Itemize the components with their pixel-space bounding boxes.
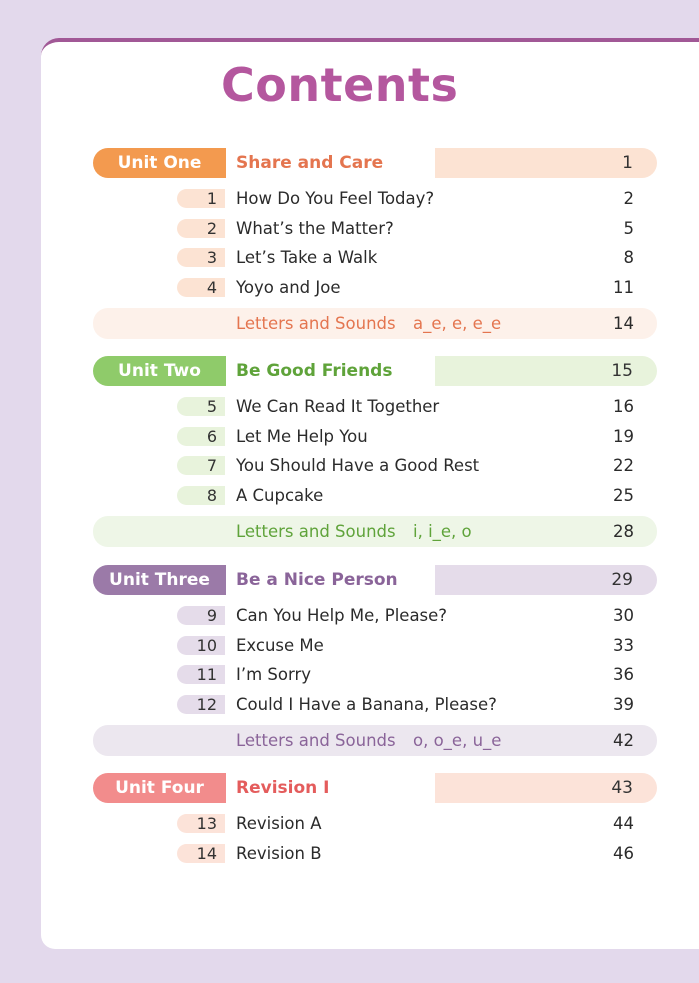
lesson-list [0,392,699,510]
lesson-page-number: 8 [623,248,634,267]
lesson-row[interactable] [0,451,699,481]
lesson-number: 9 [177,606,225,625]
letters-and-sounds-sounds: i, i_e, o [413,522,472,541]
unit-label: Unit Two [93,356,226,386]
lesson-page-number: 33 [613,635,634,655]
lesson-title: I’m Sorry [236,665,312,684]
unit-header[interactable] [0,773,699,803]
lesson-title: What’s the Matter? [236,218,394,238]
lesson-title: Let Me Help You [236,426,368,446]
lesson-row[interactable] [0,809,699,839]
unit-header[interactable] [0,148,699,178]
lesson-page-number: 5 [623,218,634,238]
lesson-title: Excuse Me [236,635,324,655]
unit-section [0,148,699,339]
lesson-row[interactable] [0,601,699,631]
lesson-row[interactable] [0,631,699,661]
lesson-page-number: 2 [623,189,634,208]
lesson-page-number: 11 [613,277,634,297]
unit-header[interactable] [0,356,699,386]
lesson-page-number: 16 [613,397,634,416]
lesson-row[interactable] [0,422,699,452]
lesson-row[interactable] [0,243,699,273]
unit-title: Be a Nice Person [236,570,398,590]
unit-page-box [435,565,657,595]
lesson-page-number: 36 [613,665,634,684]
lesson-number: 2 [177,219,225,238]
lesson-row[interactable] [0,690,699,720]
lesson-row[interactable] [0,839,699,869]
unit-page-number: 29 [611,570,633,590]
lesson-title: Can You Help Me, Please? [236,606,448,625]
unit-section [0,356,699,547]
lesson-title: We Can Read It Together [236,397,440,416]
lesson-list [0,184,699,302]
lesson-list [0,601,699,719]
lesson-title: How Do You Feel Today? [236,189,435,208]
letters-and-sounds-page-number: 14 [613,314,634,333]
unit-title: Revision I [236,778,330,798]
lesson-number: 6 [177,427,225,446]
letters-and-sounds-row[interactable] [93,516,657,547]
letters-and-sounds-sounds: a_e, e, e_e [413,314,502,333]
letters-and-sounds-page-number: 28 [613,522,634,541]
lesson-page-number: 30 [613,606,634,625]
lesson-row[interactable] [0,660,699,690]
lesson-page-number: 19 [613,426,634,446]
lesson-title: Revision A [236,814,322,833]
unit-title: Be Good Friends [236,361,393,381]
lesson-number: 1 [177,189,225,208]
lesson-title: Let’s Take a Walk [236,248,378,267]
lesson-title: Revision B [236,843,322,863]
lesson-list [0,809,699,868]
lesson-row[interactable] [0,273,699,303]
unit-header[interactable] [0,565,699,595]
lesson-title: Yoyo and Joe [236,277,341,297]
unit-label: Unit One [93,148,226,178]
lesson-number: 12 [177,695,225,714]
unit-page-number: 43 [611,778,633,798]
lesson-number: 3 [177,248,225,267]
lesson-page-number: 44 [613,814,634,833]
lesson-row[interactable] [0,184,699,214]
letters-and-sounds-page-number: 42 [613,731,634,750]
unit-page-number: 1 [622,153,633,173]
letters-and-sounds-row[interactable] [93,308,657,339]
lesson-page-number: 39 [613,694,634,714]
lesson-number: 14 [177,844,225,863]
lesson-number: 10 [177,636,225,655]
lesson-page-number: 25 [613,485,634,505]
lesson-row[interactable] [0,392,699,422]
lesson-number: 7 [177,456,225,475]
lesson-number: 13 [177,814,225,833]
lesson-title: Could I Have a Banana, Please? [236,694,497,714]
lesson-number: 4 [177,278,225,297]
page-title: Contents [221,58,459,112]
lesson-title: A Cupcake [236,485,324,505]
letters-and-sounds-label: Letters and Sounds [236,314,396,333]
lesson-page-number: 22 [613,456,634,475]
unit-page-box [435,148,657,178]
letters-and-sounds-label: Letters and Sounds [236,522,396,541]
unit-title: Share and Care [236,153,384,173]
lesson-title: You Should Have a Good Rest [236,456,480,475]
unit-page-box [435,356,657,386]
unit-label: Unit Three [93,565,226,595]
unit-label: Unit Four [93,773,226,803]
lesson-number: 5 [177,397,225,416]
letters-and-sounds-row[interactable] [93,725,657,756]
lesson-number: 8 [177,486,225,505]
letters-and-sounds-label: Letters and Sounds [236,731,396,750]
unit-page-box [435,773,657,803]
unit-section [0,773,699,868]
lesson-row[interactable] [0,481,699,511]
lesson-page-number: 46 [613,843,634,863]
unit-page-number: 15 [611,361,633,381]
letters-and-sounds-sounds: o, o_e, u_e [413,731,502,750]
unit-section [0,565,699,756]
lesson-row[interactable] [0,214,699,244]
lesson-number: 11 [177,665,225,684]
